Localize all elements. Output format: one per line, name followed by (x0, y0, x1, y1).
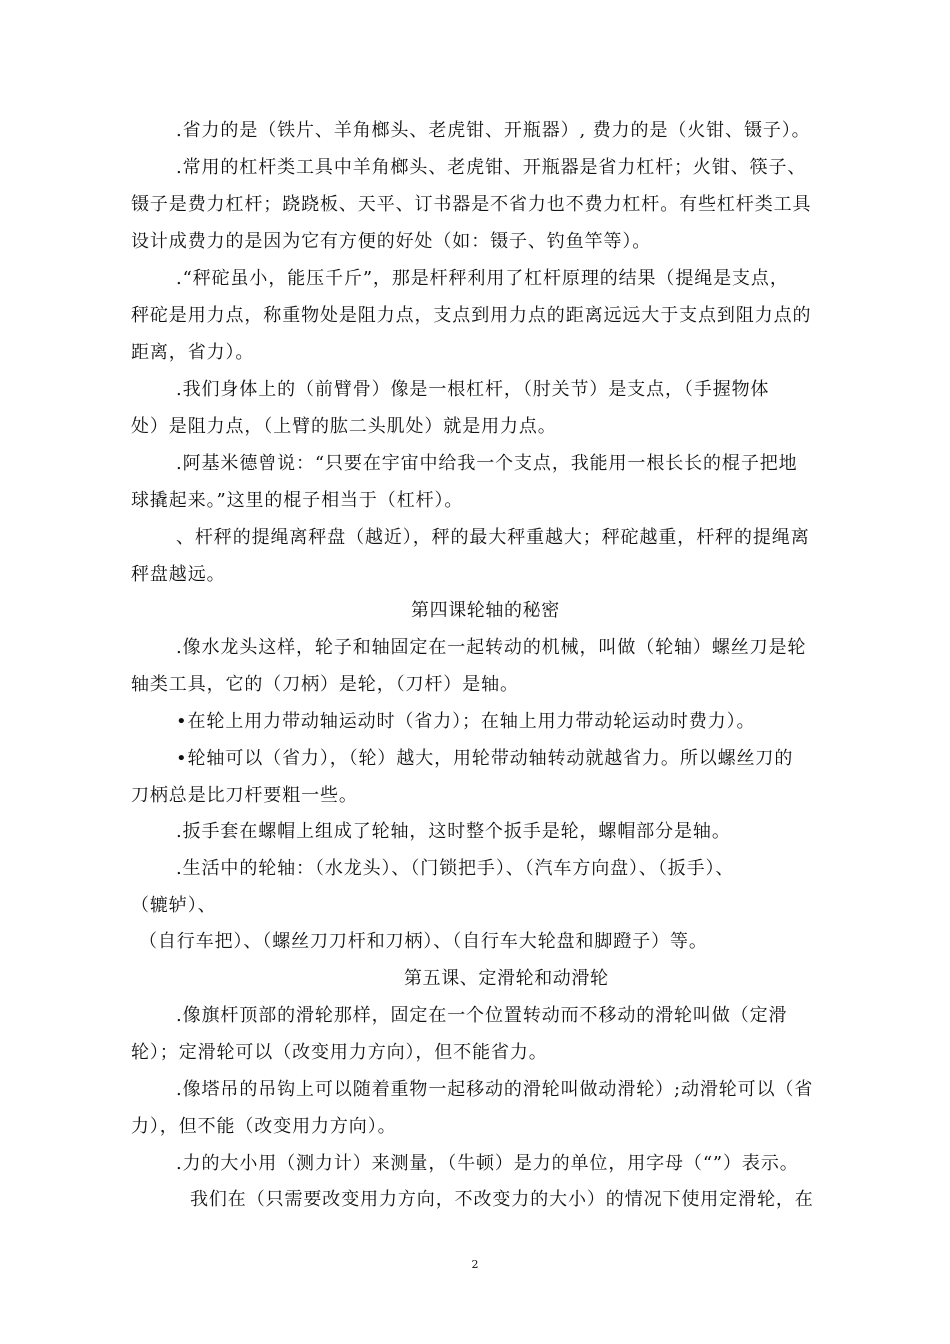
text-line: .力的大小用（测力计）来测量，（牛顿）是力的单位，用字母（“”）表示。 (176, 1153, 799, 1174)
text-line: 力），但不能（改变用力方向）。 (131, 1116, 397, 1137)
text-line: 设计成费力的是因为它有方便的好处（如：镊子、钓鱼竿等）。 (131, 231, 652, 252)
text-line: 轮）；定滑轮可以（改变用力方向），但不能省力。 (131, 1042, 548, 1063)
page-number: 2 (471, 1258, 479, 1271)
text-line: 我们在（只需要改变用力方向，不改变力的大小）的情况下使用定滑轮，在 (190, 1189, 814, 1210)
text-line: .我们身体上的（前臂骨）像是一根杠杆，（肘关节）是支点，（手握物体 (176, 379, 770, 400)
text-line: 轴类工具，它的（刀柄）是轮，（刀杆）是轴。 (131, 674, 519, 695)
text-line: 、杆秤的提绳离秤盘（越近），秤的最大秤重越大；秤砣越重，杆秤的提绳离 (176, 527, 810, 548)
text-line: （自行车把）、（螺丝刀刀杆和刀柄）、（自行车大轮盘和脚蹬子）等。 (139, 931, 708, 952)
text-line: 球撬起来。”这里的棍子相当于（杠杆）。 (131, 490, 464, 511)
text-line: .常用的杠杆类工具中羊角榔头、老虎钳、开瓶器是省力杠杆；火钳、筷子、 (176, 157, 807, 178)
text-line: 距离，省力）。 (131, 342, 255, 363)
text-line: 秤砣是用力点，称重物处是阻力点，支点到用力点的距离远远大于支点到阻力点的 (131, 305, 812, 326)
text-line: （辘轳）、 (131, 895, 217, 916)
text-line: 处）是阻力点，（上臂的肱二头肌处）就是用力点。 (131, 416, 557, 437)
text-line: •轮轴可以（省力），（轮）越大，用轮带动轴转动就越省力。所以螺丝刀的 (176, 748, 794, 769)
text-line: .像旗杆顶部的滑轮那样，固定在一个位置转动而不移动的滑轮叫做（定滑 (176, 1005, 788, 1026)
text-line: 秤盘越远。 (131, 564, 226, 585)
text-line: •在轮上用力带动轴运动时（省力）；在轴上用力带动轮运动时费力）。 (176, 711, 756, 732)
text-line: .省力的是（铁片、羊角榔头、老虎钳、开瓶器）, 费力的是（火钳、镊子）。 (176, 120, 811, 141)
text-line: .像水龙头这样，轮子和轴固定在一起转动的机械，叫做（轮轴）螺丝刀是轮 (176, 637, 807, 658)
text-line: .阿基米德曾说：“只要在宇宙中给我一个支点，我能用一根长长的棍子把地 (176, 453, 798, 474)
text-line: 镊子是费力杠杆；跷跷板、天平、订书器是不省力也不费力杠杆。有些杠杆类工具 (131, 194, 812, 215)
text-line: .生活中的轮轴：（水龙头）、（门锁把手）、（汽车方向盘）、（扳手）、 (176, 858, 735, 879)
text-line: 刀柄总是比刀杆要粗一些。 (131, 785, 358, 806)
text-line: .“秤砣虽小，能压千斤”，那是杆秤利用了杠杆原理的结果（提绳是支点， (176, 268, 789, 289)
section-heading-text: 第四课轮轴的秘密 (411, 600, 560, 621)
section-heading-text: 第五课、定滑轮和动滑轮 (404, 968, 609, 989)
text-line: .扳手套在螺帽上组成了轮轴，这时整个扳手是轮，螺帽部分是轴。 (176, 821, 731, 842)
text-line: .像塔吊的吊钩上可以随着重物一起移动的滑轮叫做动滑轮）;动滑轮可以（省 (176, 1079, 814, 1100)
